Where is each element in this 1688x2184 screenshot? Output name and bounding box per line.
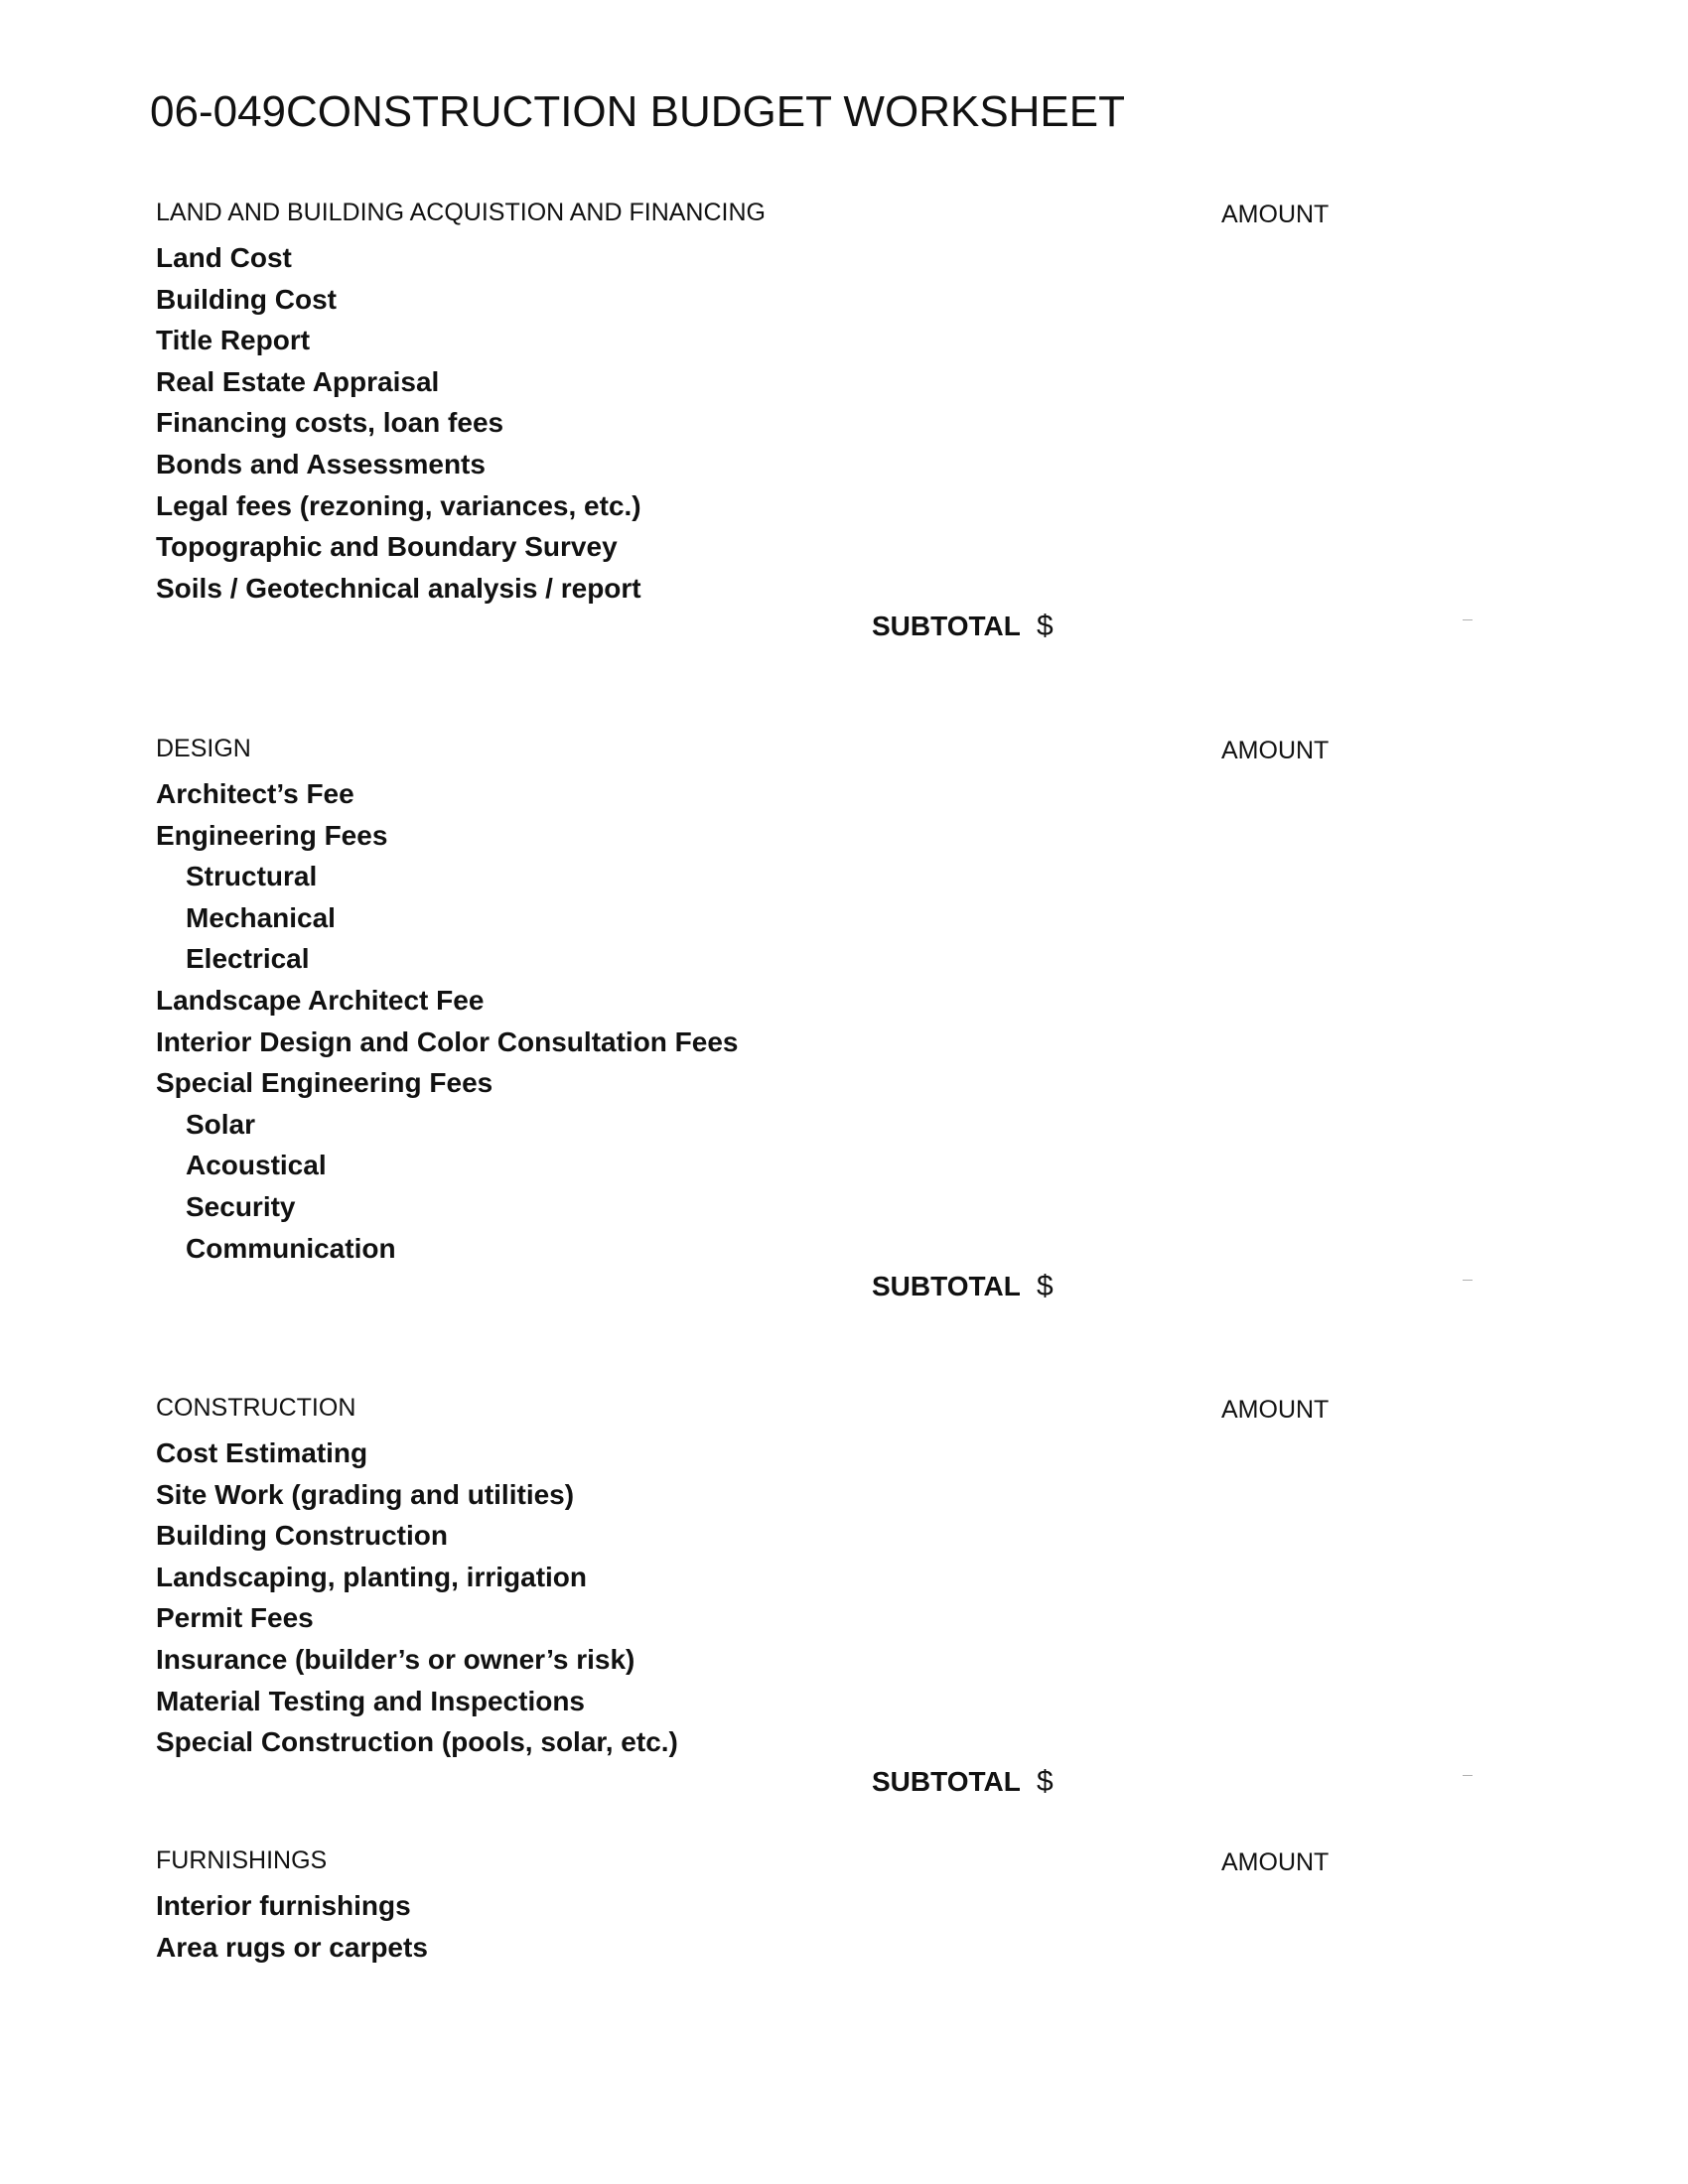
- subtotal-label: SUBTOTAL: [872, 1271, 1021, 1301]
- line-item: Landscaping, planting, irrigation: [156, 1561, 588, 1592]
- line-item: Acoustical: [186, 1150, 327, 1181]
- line-item: Topographic and Boundary Survey: [156, 531, 618, 563]
- line-item: Architect’s Fee: [156, 778, 354, 809]
- subtotal-currency: $: [1037, 610, 1054, 642]
- line-item: Structural: [186, 861, 318, 892]
- amount-column-header: AMOUNT: [1221, 737, 1330, 764]
- amount-column-header: AMOUNT: [1221, 201, 1330, 228]
- subtotal-amount-line: [1463, 1775, 1473, 1776]
- line-item: Cost Estimating: [156, 1437, 368, 1468]
- section-header: CONSTRUCTION: [156, 1394, 356, 1422]
- line-item: Building Cost: [156, 283, 337, 315]
- line-item: Engineering Fees: [156, 819, 388, 851]
- line-item: Solar: [186, 1108, 256, 1140]
- line-item: Interior furnishings: [156, 1890, 411, 1921]
- section-header: DESIGN: [156, 735, 251, 762]
- line-item: Building Construction: [156, 1520, 448, 1552]
- line-item: Landscape Architect Fee: [156, 984, 485, 1016]
- line-item: Insurance (builder’s or owner’s risk): [156, 1643, 635, 1675]
- subtotal-currency: $: [1037, 1270, 1054, 1302]
- line-item-list: [156, 242, 641, 614]
- line-item: Mechanical: [186, 901, 336, 933]
- section-header: LAND AND BUILDING ACQUISTION AND FINANCING: [156, 199, 766, 226]
- line-item: Title Report: [156, 325, 311, 356]
- line-item-list: [156, 778, 739, 1274]
- line-item: Communication: [186, 1232, 396, 1264]
- subtotal-label: SUBTOTAL: [872, 1766, 1021, 1797]
- document-title: 06-049CONSTRUCTION BUDGET WORKSHEET: [150, 87, 1126, 136]
- line-item: Permit Fees: [156, 1602, 314, 1634]
- line-item-list: [156, 1437, 678, 1768]
- line-item: Legal fees (rezoning, variances, etc.): [156, 489, 641, 521]
- subtotal-currency: $: [1037, 1765, 1054, 1798]
- line-item: Special Engineering Fees: [156, 1067, 493, 1099]
- line-item: Electrical: [186, 943, 310, 975]
- line-item: Financing costs, loan fees: [156, 407, 504, 439]
- line-item: Bonds and Assessments: [156, 448, 486, 479]
- line-item: Interior Design and Color Consultation Fees: [156, 1025, 739, 1057]
- line-item: Site Work (grading and utilities): [156, 1478, 575, 1510]
- line-item: Area rugs or carpets: [156, 1931, 428, 1963]
- line-item: Material Testing and Inspections: [156, 1685, 586, 1716]
- amount-column-header: AMOUNT: [1221, 1396, 1330, 1424]
- subtotal-amount-line: [1463, 619, 1473, 620]
- line-item: Soils / Geotechnical analysis / report: [156, 572, 641, 604]
- line-item: Special Construction (pools, solar, etc.): [156, 1726, 678, 1758]
- line-item: Security: [186, 1190, 296, 1222]
- line-item: Real Estate Appraisal: [156, 365, 440, 397]
- line-item: Land Cost: [156, 242, 292, 273]
- amount-column-header: AMOUNT: [1221, 1848, 1330, 1876]
- subtotal-amount-line: [1463, 1280, 1473, 1281]
- section-header: FURNISHINGS: [156, 1846, 328, 1874]
- subtotal-label: SUBTOTAL: [872, 611, 1021, 641]
- line-item-list: [156, 1890, 428, 1973]
